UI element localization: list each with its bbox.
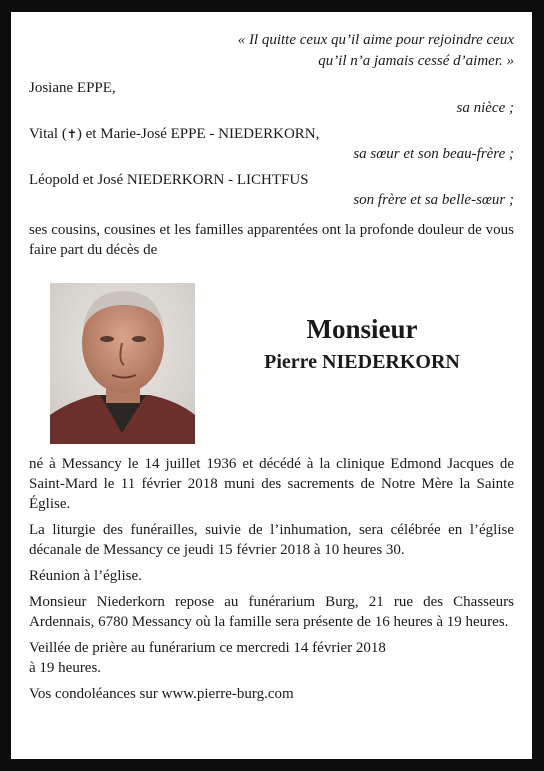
family-role: son frère et sa belle-sœur ; — [353, 192, 514, 208]
quote — [29, 30, 514, 72]
family-name: Léopold et José NIEDERKORN - LICHTFUS — [29, 172, 309, 188]
paragraph-vigil — [29, 638, 514, 678]
family-name-part: Vital ( — [29, 126, 67, 142]
family-name — [29, 124, 514, 144]
family-role: sa sœur et son beau-frère ; — [353, 146, 514, 162]
family-entry — [29, 78, 514, 118]
paragraph-funeral: La liturgie des funérailles, suivie de l’inhumation, sera célébrée en l’église décanale de Messancy ce jeudi 15 février 2018 à 10 heures 30. — [29, 522, 514, 558]
family-entry — [29, 170, 514, 210]
family-role: sa nièce ; — [456, 100, 514, 116]
deceased-heading — [210, 313, 514, 375]
family-name: Josiane EPPE, — [29, 80, 116, 96]
paragraph-funerarium: Monsieur Niederkorn repose au funérarium Burg, 21 rue des Chasseurs Ardennais, 6780 Messancy où la famille sera présente de 16 heures à 19 heures. — [29, 594, 514, 630]
condolences-text: Vos condoléances sur www.pierre-burg.com — [29, 686, 294, 702]
paragraph-birth-death: né à Messancy le 14 juillet 1936 et décédé à la clinique Edmond Jacques de Saint-Mard le 11 février 2018 muni des sacrements de Notre Mère la Sainte Église. — [29, 456, 514, 512]
deceased-title: Monsieur — [306, 314, 418, 344]
vigil-line-1: Veillée de prière au funérarium ce mercredi 14 février 2018 — [29, 640, 386, 656]
portrait-photo — [50, 283, 195, 444]
deceased-name: Pierre NIEDERKORN — [264, 351, 460, 373]
vigil-line-2: à 19 heures. — [29, 660, 102, 676]
portrait-image — [50, 283, 195, 444]
cross-icon: ✝ — [66, 127, 77, 141]
quote-line-1: « Il quitte ceux qu’il aime pour rejoindre ceux — [237, 32, 514, 48]
notice-header — [29, 30, 514, 260]
family-entry — [29, 124, 514, 164]
quote-line-2: qu’il n’a jamais cessé d’aimer. » — [318, 53, 514, 69]
family-name-part: ) et Marie-José EPPE - NIEDERKORN, — [76, 126, 320, 142]
paragraph-reunion: Réunion à l’église. — [29, 568, 142, 584]
notice-body — [29, 454, 514, 710]
intro-text: ses cousins, cousines et les familles apparentées ont la profonde douleur de vous faire part du décès de — [29, 222, 514, 258]
